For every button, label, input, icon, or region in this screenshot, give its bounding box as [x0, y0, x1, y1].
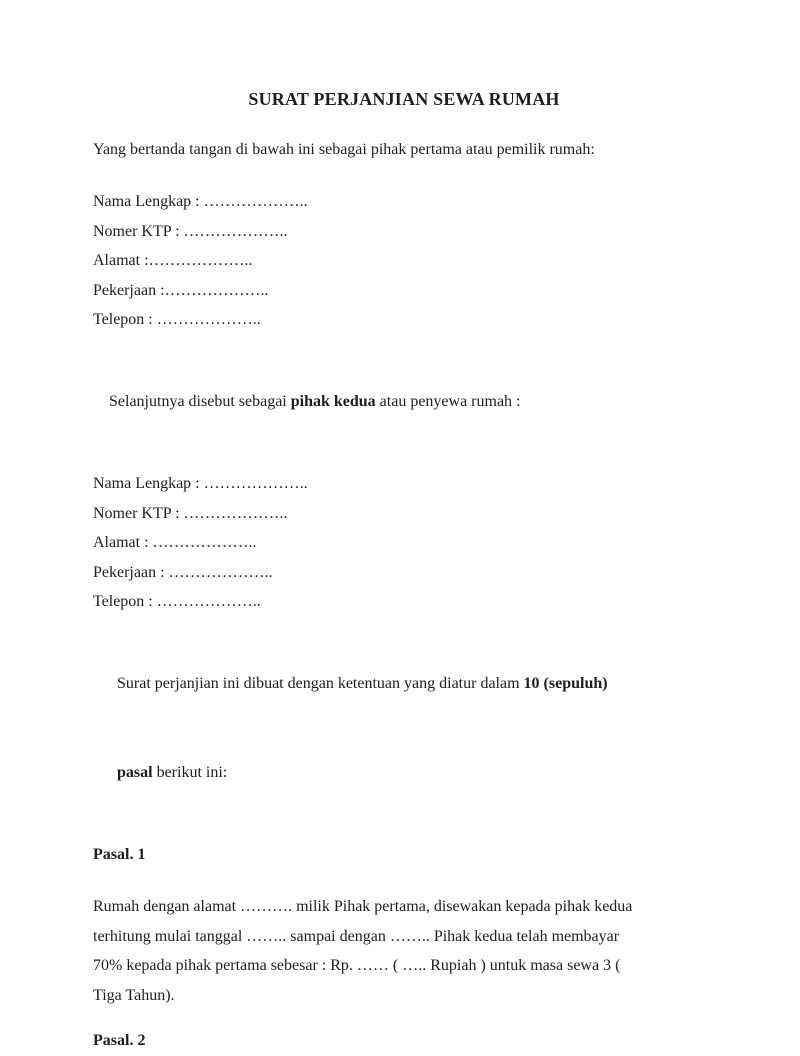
field-pekerjaan-2: Pekerjaan : ……………….. — [93, 563, 273, 581]
pasal-1-line-1: Rumah dengan alamat ………. milik Pihak pertama, disewakan kepada pihak kedua — [93, 898, 633, 915]
field-telepon-2: Telepon : ……………….. — [93, 593, 261, 610]
intro-second-party-post: atau penyewa rumah : — [375, 393, 521, 410]
pasal-1-body — [93, 892, 715, 1010]
pasal-2-heading: Pasal. 2 — [93, 1032, 146, 1049]
field-nama-lengkap-1: Nama Lengkap : ……………….. — [93, 193, 308, 210]
field-nomer-ktp-1: Nomer KTP : ……………….. — [93, 222, 288, 240]
second-party-fields — [93, 469, 715, 617]
field-pekerjaan-1: Pekerjaan :……………….. — [93, 281, 269, 299]
first-party-fields — [93, 187, 715, 335]
field-nomer-ktp-2: Nomer KTP : ……………….. — [93, 504, 288, 522]
ketentuan-line1-bold: 10 (sepuluh) — [523, 675, 608, 692]
ketentuan-line1-text: Surat perjanjian ini dibuat dengan ketentuan yang diatur dalam — [117, 675, 524, 692]
field-nama-lengkap-2: Nama Lengkap : ……………….. — [93, 475, 308, 492]
pasal-1-line-4: Tiga Tahun). — [93, 986, 175, 1004]
ketentuan-line-2 — [93, 728, 715, 817]
ketentuan-line2-bold: pasal — [117, 763, 153, 781]
field-alamat-2: Alamat : ……………….. — [93, 534, 257, 551]
intro-first-party: Yang bertanda tangan di bawah ini sebagai pihak pertama atau pemilik rumah: — [93, 140, 595, 158]
pasal-1-line-3: 70% kepada pihak pertama sebesar : Rp. …… ( ….. Rupiah ) untuk masa sewa 3 ( — [93, 957, 621, 974]
intro-second-party-pre: Selanjutnya disebut sebagai — [109, 393, 291, 410]
intro-second-party-bold: pihak kedua — [290, 393, 376, 410]
ketentuan-line-1 — [93, 640, 715, 729]
intro-second-party — [93, 358, 715, 447]
pasal-1-line-2: terhitung mulai tanggal …….. sampai dengan …….. Pihak kedua telah membayar — [93, 927, 620, 945]
ketentuan-line2-text: berikut ini: — [152, 763, 228, 781]
document-title: SURAT PERJANJIAN SEWA RUMAH — [248, 89, 560, 109]
pasal-1-heading: Pasal. 1 — [93, 845, 146, 863]
field-telepon-1: Telepon : ……………….. — [93, 311, 261, 328]
ketentuan-paragraph — [93, 640, 715, 817]
field-alamat-1: Alamat :……………….. — [93, 252, 253, 269]
